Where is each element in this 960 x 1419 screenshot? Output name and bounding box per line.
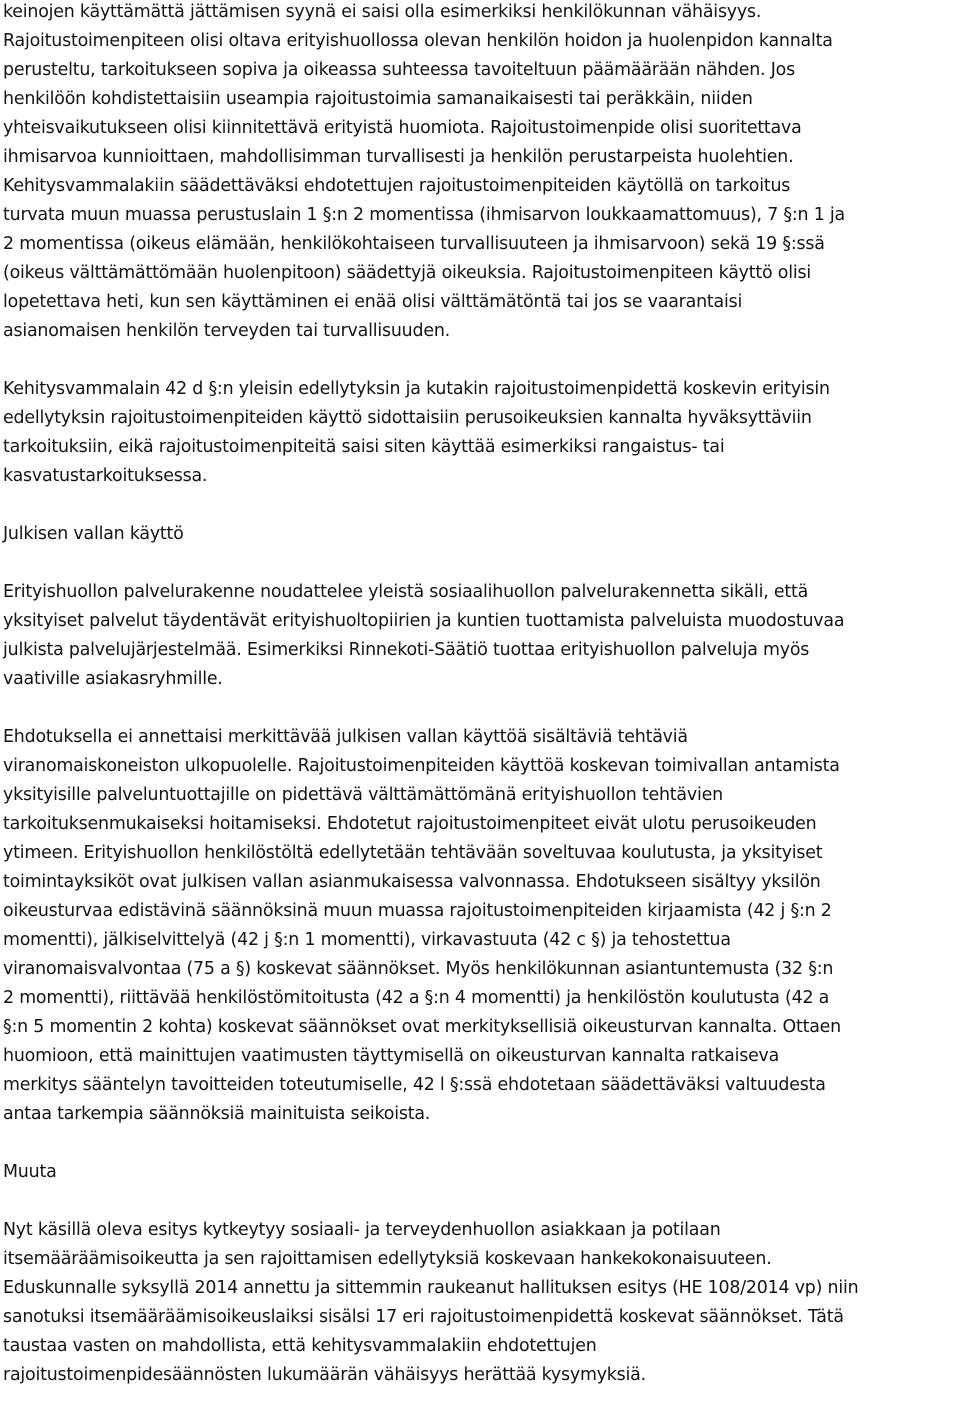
- text-line: antaa tarkempia säännöksiä mainituista seikoista.: [3, 1104, 431, 1124]
- paragraph-public-authority-delegation: [3, 723, 960, 1129]
- text-line: momentti), jälkiselvittelyä (42 j §:n 1 momentti), virkavastuuta (42 c §) ja tehostettua: [3, 930, 731, 950]
- text-line: vaativille asiakasryhmille.: [3, 669, 223, 689]
- text-line: viranomaiskoneiston ulkopuolelle. Rajoitustoimenpiteiden käyttöä koskevan toimivallan antamista: [3, 756, 840, 776]
- text-line: perusteltu, tarkoitukseen sopiva ja oikeassa suhteessa tavoiteltuun päämäärään nähden. Jos: [3, 60, 795, 80]
- text-line: tarkoituksenmukaiseksi hoitamiseksi. Ehdotetut rajoitustoimenpiteet eivät ulotu perusoikeuden: [3, 814, 817, 834]
- text-line: Kehitysvammalakiin säädettäväksi ehdotettujen rajoitustoimenpiteiden käytöllä on tarkoitus: [3, 176, 791, 196]
- text-line: henkilöön kohdistettaisiin useampia rajoitustoimia samanaikaisesti tai peräkkäin, niiden: [3, 89, 753, 109]
- text-line: kasvatustarkoituksessa.: [3, 466, 208, 486]
- text-line: oikeusturvaa edistävinä säännöksinä muun muassa rajoitustoimenpiteiden kirjaamista (42 j §:n 2: [3, 901, 832, 921]
- text-line: ytimeen. Erityishuollon henkilöstöltä edellytetään tehtävään soveltuvaa koulutusta, ja yksityiset: [3, 843, 823, 863]
- text-line: edellytyksin rajoitustoimenpiteiden käyttö sidottaisiin perusoikeuksien kannalta hyväksyttäviin: [3, 408, 812, 428]
- text-line: tarkoituksiin, eikä rajoitustoimenpiteitä saisi siten käyttää esimerkiksi rangaistus- tai: [3, 437, 725, 457]
- paragraph-42d-conditions: [3, 375, 960, 491]
- text-line: Eduskunnalle syksyllä 2014 annettu ja sittemmin raukeanut hallituksen esitys (HE 108/2014 vp) niin: [3, 1278, 859, 1298]
- text-line: ihmisarvoa kunnioittaen, mahdollisimman turvallisesti ja henkilön perustarpeista huolehtien.: [3, 147, 794, 167]
- text-line: sanotuksi itsemääräämisoikeuslaiksi sisälsi 17 eri rajoitustoimenpidettä koskevat säännökset. Tätä: [3, 1307, 844, 1327]
- text-line: Kehitysvammalain 42 d §:n yleisin edellytyksin ja kutakin rajoitustoimenpidettä koskevin erityisin: [3, 379, 830, 399]
- text-line: viranomaisvalvontaa (75 a §) koskevat säännökset. Myös henkilökunnan asiantuntemusta (32 §:n: [3, 959, 834, 979]
- text-line: rajoitustoimenpidesäännösten lukumäärän vähäisyys herättää kysymyksiä.: [3, 1365, 646, 1385]
- text-line: Erityishuollon palvelurakenne noudattelee yleistä sosiaalihuollon palvelurakennetta sikäli, että: [3, 582, 809, 602]
- section-heading-other: [3, 1158, 960, 1187]
- text-line: 2 momentissa (oikeus elämään, henkilökohtaiseen turvallisuuteen ja ihmisarvoon) sekä 19 §:ssä: [3, 234, 825, 254]
- text-line: keinojen käyttämättä jättämisen syynä ei saisi olla esimerkiksi henkilökunnan vähäisyys.: [3, 2, 762, 22]
- section-heading-public-authority: [3, 520, 960, 549]
- paragraph-restriction-principles: [3, 0, 960, 346]
- section-heading: Muuta: [3, 1162, 57, 1182]
- text-line: julkista palvelujärjestelmää. Esimerkiksi Rinnekoti-Säätiö tuottaa erityishuollon palveluja myös: [3, 640, 810, 660]
- text-line: §:n 5 momentin 2 kohta) koskevat säännökset ovat merkityksellisiä oikeusturvan kannalta. Ottaen: [3, 1017, 841, 1037]
- text-line: asianomaisen henkilön terveyden tai turvallisuuden.: [3, 321, 450, 341]
- text-line: merkitys sääntelyn tavoitteiden toteutumiselle, 42 l §:ssä ehdotetaan säädettäväksi valtuudesta: [3, 1075, 826, 1095]
- paragraph-self-determination-project: [3, 1216, 960, 1390]
- paragraph-service-structure: [3, 578, 960, 694]
- text-line: toimintayksiköt ovat julkisen vallan asianmukaisessa valvonnassa. Ehdotukseen sisältyy yksilön: [3, 872, 821, 892]
- text-line: Ehdotuksella ei annettaisi merkittävää julkisen vallan käyttöä sisältäviä tehtäviä: [3, 727, 688, 747]
- text-line: Nyt käsillä oleva esitys kytkeytyy sosiaali- ja terveydenhuollon asiakkaan ja potilaan: [3, 1220, 721, 1240]
- text-line: huomioon, että mainittujen vaatimusten täyttymisellä on oikeusturvan kannalta ratkaiseva: [3, 1046, 780, 1066]
- document-page: [3, 0, 960, 1419]
- text-line: itsemääräämisoikeutta ja sen rajoittamisen edellytyksiä koskevaan hankekokonaisuuteen.: [3, 1249, 772, 1269]
- text-line: taustaa vasten on mahdollista, että kehitysvammalakiin ehdotettujen: [3, 1336, 597, 1356]
- text-line: Rajoitustoimenpiteen olisi oltava erityishuollossa olevan henkilön hoidon ja huolenpidon kannalta: [3, 31, 833, 51]
- text-line: yhteisvaikutukseen olisi kiinnitettävä erityistä huomiota. Rajoitustoimenpide olisi suoritettava: [3, 118, 802, 138]
- text-line: turvata muun muassa perustuslain 1 §:n 2 momentissa (ihmisarvon loukkaamattomuus), 7 §:n 1 ja: [3, 205, 845, 225]
- text-line: 2 momentti), riittävää henkilöstömitoitusta (42 a §:n 4 momentti) ja henkilöstön koulutusta (42 a: [3, 988, 830, 1008]
- text-line: yksityiset palvelut täydentävät erityishuoltopiirien ja kuntien tuottamista palveluista muodostuvaa: [3, 611, 845, 631]
- text-line: yksityisille palveluntuottajille on pidettävä välttämättömänä erityishuollon tehtävien: [3, 785, 723, 805]
- section-heading: Julkisen vallan käyttö: [3, 524, 184, 544]
- text-line: (oikeus välttämättömään huolenpitoon) säädettyjä oikeuksia. Rajoitustoimenpiteen käyttö olisi: [3, 263, 811, 283]
- text-line: lopetettava heti, kun sen käyttäminen ei enää olisi välttämätöntä tai jos se vaarantaisi: [3, 292, 743, 312]
